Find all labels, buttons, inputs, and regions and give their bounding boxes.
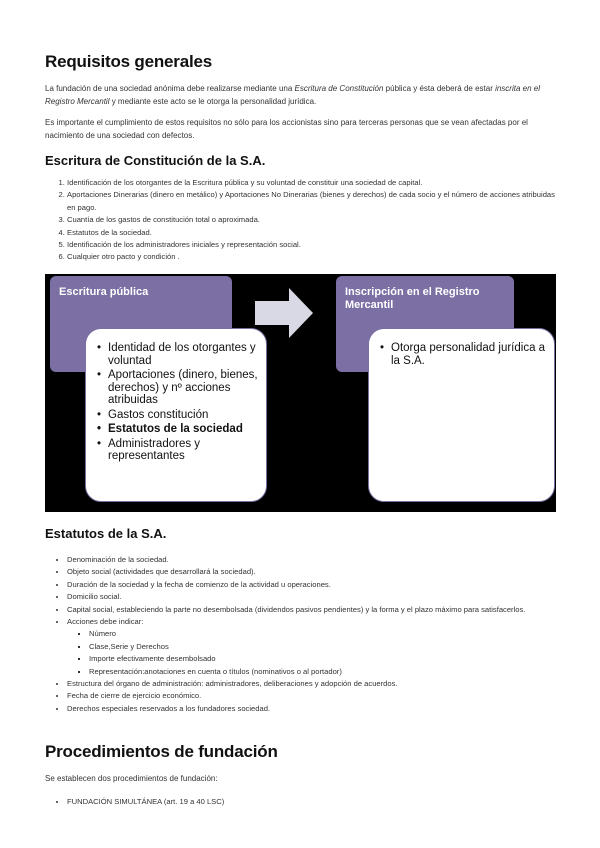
p1-text-c: y mediante este acto se le otorga la personalidad jurídica.: [109, 97, 317, 106]
paragraph-fundacion: [45, 82, 557, 108]
sub-list-item: ▪ Importe efectivamente desembolsado: [89, 653, 557, 665]
escritura-details-card: [85, 328, 267, 502]
paragraph-importancia: Es importante el cumplimiento de estos requisitos no sólo para los accionistas sino para terceras personas que se vean afectadas por el nacimiento de una sociedad con defectos.: [45, 118, 528, 140]
list-item: 3. Cuantía de los gastos de constitución total o aproximada.: [67, 214, 557, 226]
list-item: 2. Aportaciones Dinerarias (dinero en metálico) y Aportaciones No Dinerarias (bienes y derechos) de cada socio y el número de acciones atribuidas en pago.: [67, 189, 557, 214]
list-item: 1. Identificación de los otorgantes de la Escritura pública y su voluntad de constituir una sociedad de capital.: [67, 177, 557, 189]
escritura-publica-title: Escritura pública: [59, 286, 149, 298]
diagram-list-item: • Estatutos de la sociedad: [86, 423, 261, 436]
sub-list-item: ▪ Número: [89, 628, 557, 640]
registro-details-card: [368, 328, 555, 502]
escritura-list: [45, 177, 557, 264]
registro-details-list: [369, 342, 549, 369]
p1-emphasis-registro: inscrita en el Registro Mercantil: [45, 84, 540, 106]
p1-emphasis-escritura: Escritura de Constitución: [294, 84, 384, 93]
list-item: 5. Identificación de los administradores iniciales y representación social.: [67, 239, 557, 251]
heading-requisitos-generales: Requisitos generales: [45, 52, 213, 71]
list-item: • Estructura del órgano de administración: administradores, deliberaciones y adopción de acuerdos.: [67, 678, 557, 690]
heading-escritura-constitucion: Escritura de Constitución de la S.A.: [45, 153, 266, 168]
list-item: 6. Cualquier otro pacto y condición .: [67, 251, 557, 263]
list-item: • Domicilio social.: [67, 591, 557, 603]
heading-procedimientos: Procedimientos de fundación: [45, 742, 278, 761]
list-item: • Derechos especiales reservados a los fundadores sociedad.: [67, 703, 557, 715]
diagram-list-item: • Administradores y representantes: [86, 438, 261, 463]
heading-estatutos: Estatutos de la S.A.: [45, 526, 167, 541]
p1-text-a: La fundación de una sociedad anónima debe realizarse mediante una: [45, 84, 295, 93]
acciones-label: Acciones debe indicar:: [67, 617, 144, 627]
estatutos-list: [45, 554, 557, 715]
sub-list-item: ▪ Clase,Serie y Derechos: [89, 641, 557, 653]
paragraph-procedimientos-intro: Se establecen dos procedimientos de fundación:: [45, 774, 218, 783]
registro-mercantil-title: Inscripción en el Registro Mercantil: [345, 286, 480, 311]
process-diagram: [45, 274, 556, 512]
acciones-sublist: [67, 628, 557, 678]
list-item: • Objeto social (actividades que desarrollará la sociedad).: [67, 566, 557, 578]
diagram-list-item: • Aportaciones (dinero, bienes, derechos) y nº acciones atribuidas: [86, 369, 261, 407]
right-arrow-icon: [255, 288, 315, 338]
list-item: [67, 616, 557, 678]
p1-text-b: pública y ésta deberá de estar: [383, 84, 496, 93]
diagram-list-item: • Otorga personalidad jurídica a la S.A.: [369, 342, 549, 367]
sub-list-item: ▪ Representación:anotaciones en cuenta o títulos (nominativos o al portador): [89, 666, 557, 678]
procedimientos-list: [45, 796, 579, 808]
list-item: • FUNDACIÓN SIMULTÁNEA (art. 19 a 40 LSC): [67, 796, 579, 808]
list-item: • Duración de la sociedad y la fecha de comienzo de la actividad u operaciones.: [67, 579, 557, 591]
diagram-list-item: • Gastos constitución: [86, 409, 261, 422]
list-item: 4. Estatutos de la sociedad.: [67, 227, 557, 239]
list-item: • Fecha de cierre de ejercicio económico.: [67, 690, 557, 702]
escritura-details-list: [86, 342, 261, 465]
list-item: • Denominación de la sociedad.: [67, 554, 557, 566]
diagram-list-item: • Identidad de los otorgantes y voluntad: [86, 342, 261, 367]
list-item: • Capital social, estableciendo la parte no desembolsada (dividendos pasivos pendientes) y la forma y el plazo máximo para satisfacerlos.: [67, 604, 557, 616]
